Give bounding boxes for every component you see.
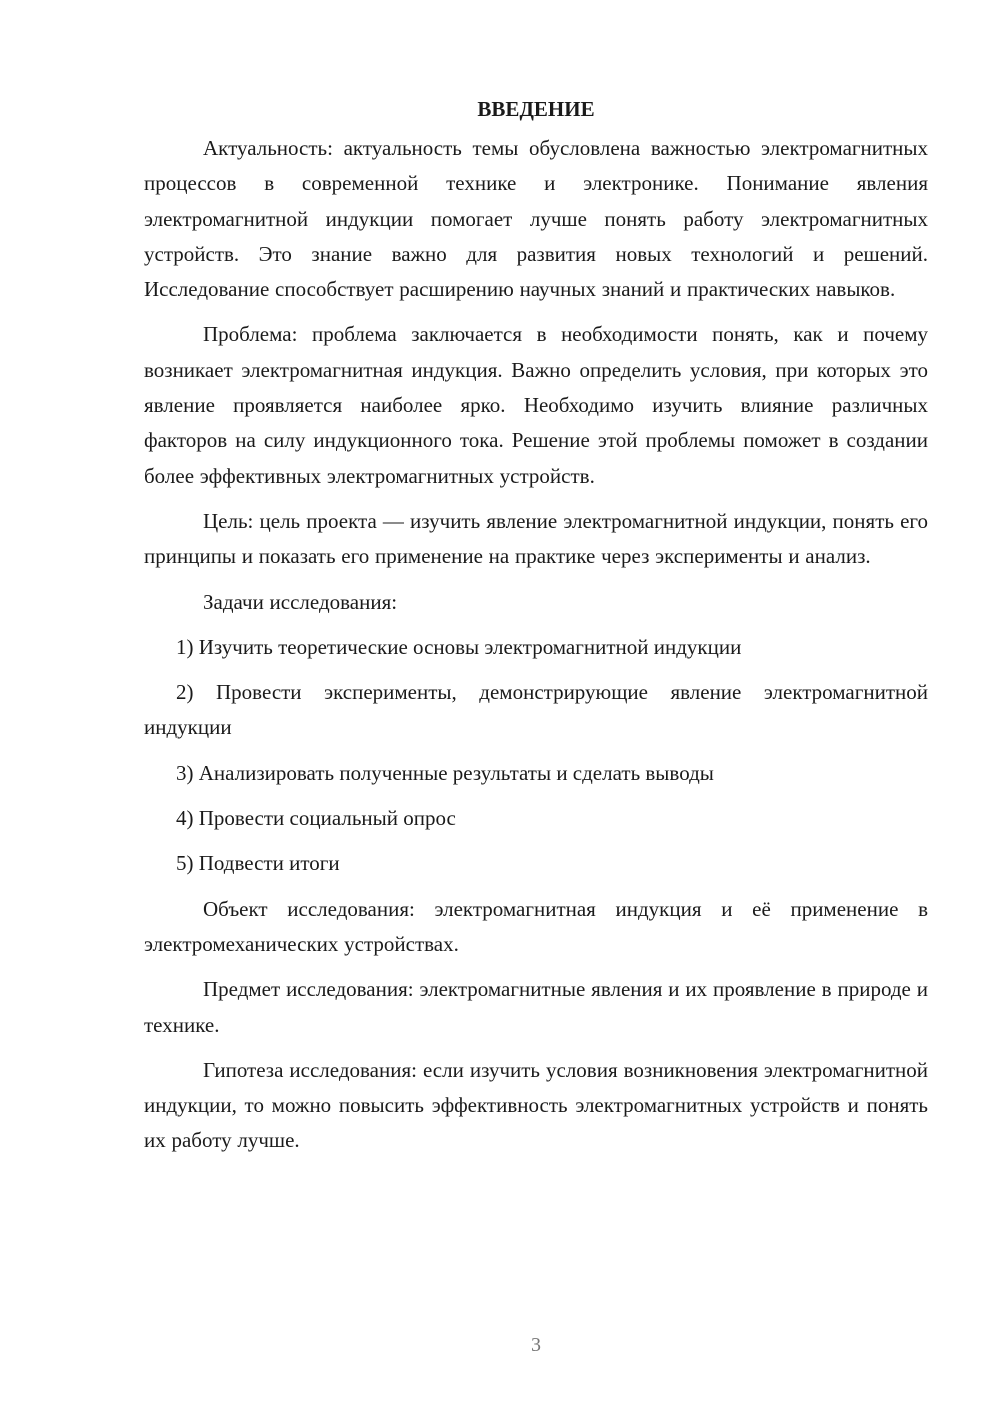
task-item: 5) Подвести итоги (176, 851, 340, 876)
tasks-heading: Задачи исследования: (203, 589, 398, 614)
task-item: 3) Анализировать полученные результаты и сделать выводы (176, 760, 714, 785)
paragraph-subject: Предмет исследования: электромагнитные явления и их проявление в природе и технике. (144, 977, 928, 1037)
task-item: 4) Провести социальный опрос (176, 806, 456, 831)
task-item: 2) Провести эксперименты, демонстрирующие явление электромагнитной индукции (144, 680, 928, 740)
page-number: 3 (531, 1334, 541, 1356)
paragraph-hypothesis: Гипотеза исследования: если изучить условия возникновения электромагнитной индукции, то можно повысить эффективность электромагнитных устройств и понять их работу лучше. (144, 1057, 928, 1153)
task-item: 1) Изучить теоретические основы электромагнитной индукции (176, 634, 742, 659)
section-title: ВВЕДЕНИЕ (477, 97, 595, 121)
document-page (144, 92, 928, 1169)
paragraph-object: Объект исследования: электромагнитная индукция и её применение в электромеханических устройствах. (144, 896, 928, 956)
paragraph-problem: Проблема: проблема заключается в необходимости понять, как и почему возникает электромагнитная индукция. Важно определить условия, при которых это явление проявляется наиболее ярко. Необходимо изучить влияние различных факторов на силу индукционного тока. Решение этой проблемы поможет в создании более эффективных электромагнитных устройств. (144, 322, 928, 488)
paragraph-relevance: Актуальность: актуальность темы обусловлена важностью электромагнитных процессов в современной технике и электронике. Понимание явления электромагнитной индукции помогает лучше понять работу электромагнитных устройств. Это знание важно для развития новых технологий и решений. Исследование способствует расширению научных знаний и практических навыков. (144, 136, 928, 302)
paragraph-goal: Цель: цель проекта — изучить явление электромагнитной индукции, понять его принципы и показать его применение на практике через эксперименты и анализ. (144, 508, 928, 569)
